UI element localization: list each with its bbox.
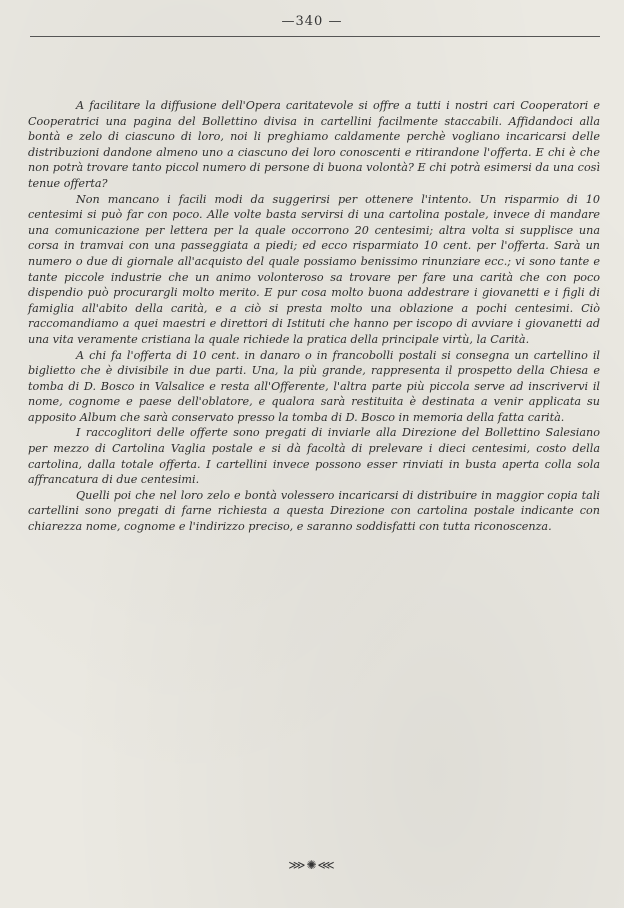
paragraph-3: A chi fa l'offerta di 10 cent. in danaro o in francobolli postali si consegna un cartellino il biglietto che è divisibile in due parti. Una, la più grande, rappresenta il prospetto della Chiesa e tomba di D. Bosco in Valsalice e resta all'Offerente, l'altra parte più piccola serve ad inscrivervi il nome, cognome e paese dell'oblatore, e qualora sarà restituita è destinata a venir applicata su apposito Album che sarà conservato presso la tomba di D. Bosco in memoria della fatta carità. (28, 348, 600, 424)
ornament-icon: ⋙✺⋘ (288, 858, 336, 872)
paragraph-4: I raccoglitori delle offerte sono pregati di inviarle alla Direzione del Bollettino Salesiano per mezzo di Cartolina Vaglia postale e si dà facoltà di prelevare i dieci centesimi, costo della cartolina, dalla totale offerta. I cartellini invece possono esser rinviati in busta aperta colla sola affrancatura di due centesimi. (28, 426, 600, 487)
page-number-header: —340 — (281, 14, 343, 29)
header-rule (30, 36, 600, 37)
ornament-divider (0, 858, 624, 872)
paragraph-5: Quelli poi che nel loro zelo e bontà volessero incaricarsi di distribuire in maggior copia tali cartellini sono pregati di farne richiesta a questa Direzione con cartolina postale indicante con chiarezza nome, cognome e l'indirizzo preciso, e saranno soddisfatti con tutta riconoscenza. (28, 488, 600, 534)
paragraph-2: Non mancano i facili modi da suggerirsi per ottenere l'intento. Un risparmio di 10 centesimi si può far con poco. Alle volte basta servirsi di una cartolina postale, invece di mandare una comunicazione per lettera per la quale occorrono 20 centesimi; altra volta si supplisce una corsa in tramvai con una passeggiata a piedi; ed ecco risparmiato 10 cent. per l'offerta. Sarà un numero o due di giornale all'acquisto del quale possiamo benissimo rinunziare ecc.; vi sono tante e tante piccole industrie che un animo volonteroso sa trovare per fare una carità che con poco dispendio può procurargli molto merito. E pur cosa molto buona addestrare i giovanetti e i figli di famiglia all'abito della carità, e a ciò si presta molto una oblazione a pochi centesimi. Ciò raccomandiamo a quei maestri e direttori di Istituti che hanno per iscopo di avviare i giovanetti ad una vita veramente cristiana la quale richiede la pratica della principale virtù, la Carità. (28, 192, 600, 346)
body-text (28, 98, 600, 535)
paragraph-1: A facilitare la diffusione dell'Opera caritatevole si offre a tutti i nostri cari Cooperatori e Cooperatrici una pagina del Bollettino divisa in cartellini facilmente staccabili. Affidandoci alla bontà e zelo di ciascuno di loro, noi li preghiamo caldamente perchè vogliano incaricarsi delle distribuzioni dandone almeno uno a ciascuno dei loro conoscenti e ritirandone l'offerta. E chi è che non potrà trovare tanto piccol numero di persone di buona volontà? E chi potrà esimersi da una così tenue offerta? (28, 99, 600, 190)
